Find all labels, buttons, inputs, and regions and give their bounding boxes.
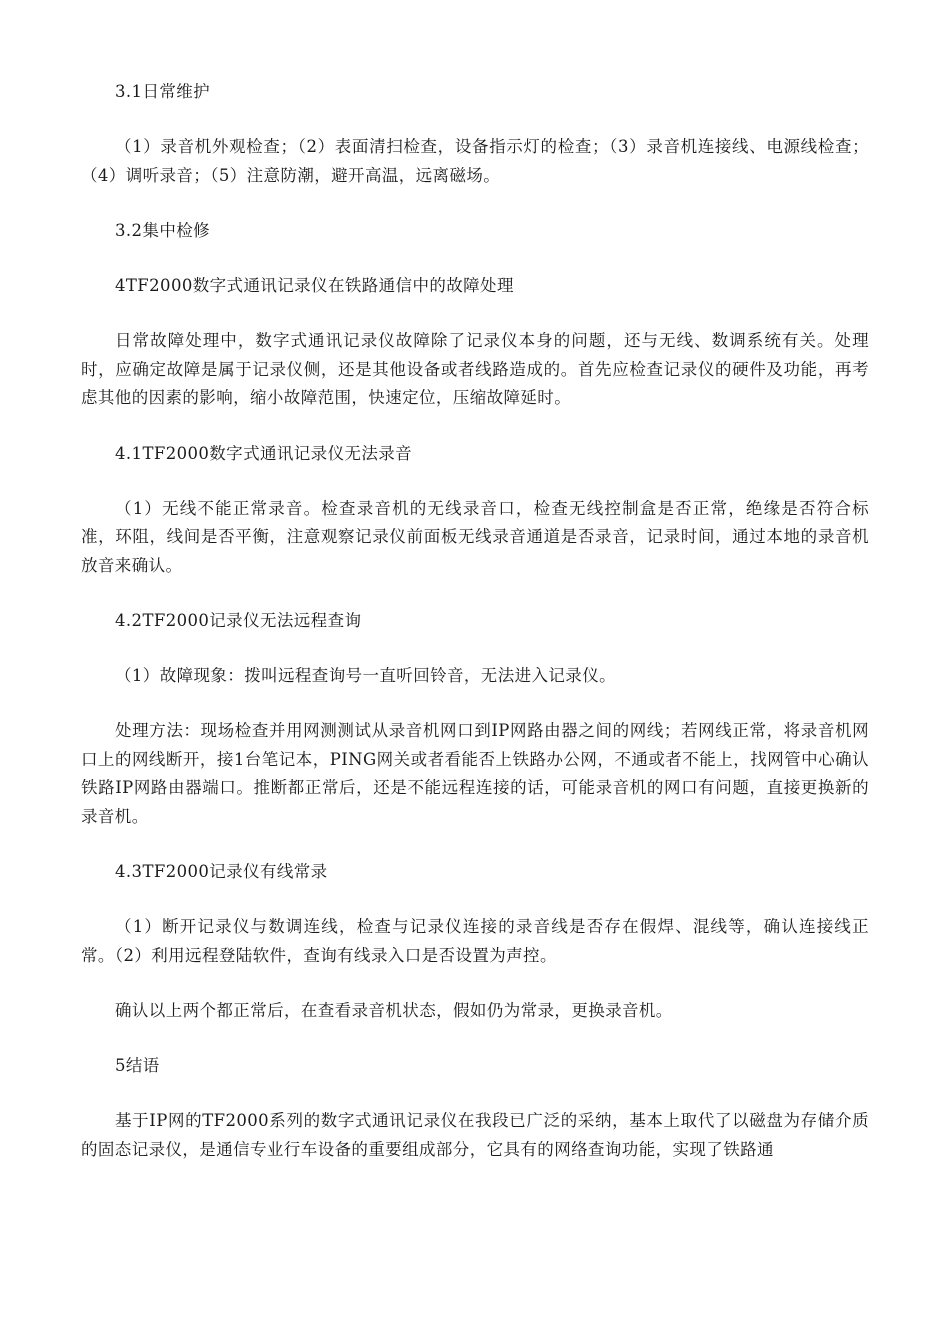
document-page bbox=[81, 78, 869, 1191]
section-heading-4-3: 4.3TF2000记录仪有线常录 bbox=[115, 862, 328, 881]
paragraph-fault-handling: 日常故障处理中，数字式通讯记录仪故障除了记录仪本身的问题，还与无线、数调系统有关。处理时，应确定故障是属于记录仪侧，还是其他设备或者线路造成的。首先应检查记录仪的硬件及功能，再考虑其他的因素的影响，缩小故障范围，快速定位，压缩故障延时。 bbox=[81, 331, 869, 407]
section-heading-5: 5结语 bbox=[115, 1056, 160, 1075]
paragraph-handling-method: 处理方法：现场检查并用网测测试从录音机网口到IP网路由器之间的网线；若网线正常，将录音机网口上的网线断开，接1台笔记本，PING网关或者看能否上铁路办公网，不通或者不能上，找网管中心确认铁路IP网路由器端口。推断都正常后，还是不能远程连接的话，可能录音机的网口有问题，直接更换新的录音机。 bbox=[81, 721, 869, 826]
section-heading-3-2: 3.2集中检修 bbox=[115, 221, 211, 240]
paragraph-confirm: 确认以上两个都正常后，在查看录音机状态，假如仍为常录，更换录音机。 bbox=[115, 1001, 673, 1020]
section-heading-3-1: 3.1日常维护 bbox=[115, 82, 211, 101]
section-heading-4-2: 4.2TF2000记录仪无法远程查询 bbox=[115, 611, 362, 630]
paragraph-wireless-recording: （1）无线不能正常录音。检查录音机的无线录音口，检查无线控制盒是否正常，绝缘是否符合标准，环阻，线间是否平衡，注意观察记录仪前面板无线录音通道是否录音，记录时间，通过本地的录音机放音来确认。 bbox=[81, 498, 869, 575]
paragraph-wired-recording: （1）断开记录仪与数调连线，检查与记录仪连接的录音线是否存在假焊、混线等，确认连接线正常。（2）利用远程登陆软件，查询有线录入口是否设置为声控。 bbox=[81, 917, 869, 965]
paragraph-fault-symptom: （1）故障现象：拨叫远程查询号一直听回铃音，无法进入记录仪。 bbox=[115, 666, 616, 685]
section-heading-4-1: 4.1TF2000数字式通讯记录仪无法录音 bbox=[115, 443, 413, 463]
section-heading-4: 4TF2000数字式通讯记录仪在铁路通信中的故障处理 bbox=[115, 276, 514, 295]
paragraph-conclusion: 基于IP网的TF2000系列的数字式通讯记录仪在我段已广泛的采纳，基本上取代了以磁盘为存储介质的固态记录仪，是通信专业行车设备的重要组成部分，它具有的网络查询功能，实现了铁路通 bbox=[81, 1111, 869, 1159]
paragraph-daily-maintenance: （1）录音机外观检查；（2）表面清扫检查，设备指示灯的检查；（3）录音机连接线、电源线检查；（4）调听录音；（5）注意防潮，避开高温，远离磁场。 bbox=[81, 137, 869, 185]
